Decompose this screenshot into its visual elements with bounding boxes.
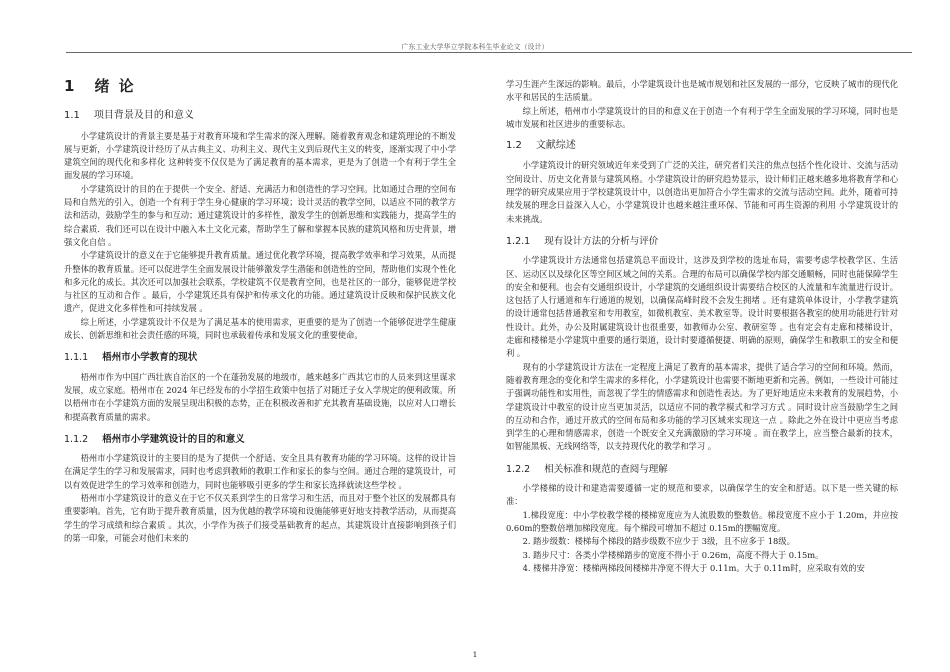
running-header: 广东工业大学华立学院本科生毕业论文（设计） xyxy=(401,43,549,51)
list-item: 3. 踏步尺寸：各类小学楼梯踏步的宽度不得小于 0.26m，高度不得大于 0.15m。 xyxy=(522,549,824,560)
section-heading-1-2 xyxy=(506,139,898,152)
paragraph: 梧州市作为中国广西壮族自治区的一个在蓬勃发展的地级市，越来越多广西其它市的人员来到这里谋求发展，成立家庭。梧州市在 2024 年已经发布的小学招生政策中包括了对随迁子女入学规定的便利政策。所以梧州市在小学建筑方面的发展呈现出积极的态势，正在积极改善和扩充其教育基础设施，以应对人口增长和提高教育质量的需求。 xyxy=(64,371,456,422)
paragraph: 小学建筑设计方法通常包括建筑总平面设计，这涉及到学校的选址布局，需要考虑学校教学区、生活区、运动区以及绿化区等空间区域之间的关系。合理的布局可以确保学校内部交通顺畅，同时也能保障学生的安全和便利。也会有交通组织设计，小学建筑的交通组织设计需要结合校区的人流量和车流量进行设计。这包括了人行通道和车行通道的规划，以确保高峰时段不会发生拥堵 。还有建筑单体设计，小学教学建筑的设计通常包括普通教室和专用教室，如微机教室、美术教室等。设计时要根据各教室的使用功能进行针对性设计。此外，办公及附属建筑设计也很重要，如教师办公室、教研室等 。也有定会有走廊和楼梯设计，走廊和楼梯是小学建筑中重要的通行渠道，设计时要遵循便捷、明确的原则，确保学生和教职工的安全和便利 。 xyxy=(506,255,898,359)
chapter-number: 1 xyxy=(64,77,77,95)
page-number: 1 xyxy=(472,650,478,659)
list-item: 4. 楼梯井净宽：楼梯两梯段间楼梯井净宽不得大于 0.11m。大于 0.11m时，应采取有效的安 xyxy=(522,562,865,573)
paragraph: 小学建筑设计的意义在于它能够提升教育质量。通过优化教学环境，提高教学效率和学习效果，从而提升整体的教育质量。还可以促进学生全面发展设计能够激发学生潜能和创造性的空间，帮助他们实现个性化和多元化的成长。其次还可以加强社会联系，学校建筑不仅是教育空间，也是社区的一部分，能够促进学校与社区的互动和合作 。最后，小学建筑还具有保护和传承文化的功能。通过建筑设计反映和保护民族文化遗产，促进文化多样性和可持续发展 。 xyxy=(64,250,456,314)
chapter-heading xyxy=(64,77,456,95)
paragraph: 学习生涯产生深远的影响。最后，小学建筑设计也是城市规划和社区发展的一部分，它反映了城市的现代化水平和居民的生活质量。 xyxy=(506,79,898,103)
section-heading-1-1-1 xyxy=(64,351,456,364)
section-heading-1-1 xyxy=(64,109,456,122)
section-number: 1.2.1 xyxy=(506,235,531,247)
paragraph: 小学建筑设计的背景主要是基于对教育环境和学生需求的深入理解。随着教育观念和建筑理论的不断发展与更新，小学建筑设计经历了从古典主义、功利主义、现代主义到后现代主义的转变，逐渐实现了中小学建筑空间的现代化和多样化 这种转变不仅仅是为了满足教育的基本需求，更是为了创造一个有利于学生全面发展的学习环境。 xyxy=(64,130,456,181)
paragraph: 梧州市小学建筑设计的意义在于它不仅关系到学生的日常学习和生活，而且对于整个社区的发展都具有重要影响。首先，它有助于提升教育质量，因为优越的教学环境和设施能够更好地支持教学活动，从而提高学生的学习成绩和综合素质 。其次，小学作为孩子们接受基础教育的起点，其建筑设计直接影响到孩子们的第一印象，可能会对他们未来的 xyxy=(64,493,456,543)
section-title: 项目背景及目的和意义 xyxy=(93,110,194,122)
section-title: 梧州市小学教育的现状 xyxy=(102,352,198,364)
section-number: 1.2 xyxy=(506,140,522,152)
right-column xyxy=(506,78,898,575)
left-column xyxy=(64,77,456,545)
section-title: 相关标准和规范的查阅与理解 xyxy=(544,463,668,475)
section-heading-1-2-2 xyxy=(506,463,898,476)
list-item: 2. 踏步级数：楼梯每个梯段的踏步级数不应少于 3级，且不应多于 18级。 xyxy=(522,536,795,547)
section-heading-1-2-1 xyxy=(506,235,898,248)
section-title: 梧州市小学建筑设计的目的和意义 xyxy=(102,433,245,445)
paragraph: 小学楼梯的设计和建造需要遵循一定的规范和要求，以确保学生的安全和舒适。以下是一些关键的标准： xyxy=(506,483,898,507)
paragraph: 综上所述，梧州市小学建筑设计的目的和意义在于创造一个有利于学生全面发展的学习环境，同时也是城市发展和社区进步的重要标志。 xyxy=(506,105,898,129)
paragraph: 小学建筑设计的目的在于提供一个安全、舒适、充满活力和创造性的学习空间。比如通过合理的空间布局和自然光的引入，创造一个有利于学生身心健康的学习环境；设计灵活的教学空间，以适应不同的教学方法和活动，鼓励学生的参与和互动；通过建筑设计的多样性，激发学生的创新思维和实践能力，提高学生的综合素质．我们还可以在设计中融入本土文化元素，帮助学生了解和掌握本民族的建筑风格和历史背景，增强文化自信 。 xyxy=(64,183,456,247)
section-title: 现有设计方法的分析与评价 xyxy=(544,235,659,247)
section-number: 1.1.1 xyxy=(64,352,89,364)
list-item: 1.梯段宽度：中小学校教学楼的楼梯宽度应为人流股数的整数倍。梯段宽度不应小于 1.20m，并应按 0.60m的整数倍增加梯段宽度。每个梯段可增加不超过 0.15m的摆幅宽度。 xyxy=(506,509,898,533)
paragraph: 小学建筑设计的研究领域近年来受到了广泛的关注，研究者们关注的焦点包括个性化设计、交流与活动空间设计、历史文化背景与建筑风格。小学建筑设计的研究趋势显示，设计师们正越来越多地将教育学和心理学的研究成果应用于学校建筑设计中，以创造出更加符合小学生需求的交流与活动空间。此外，随着可持续发展的理念日益深入人心，小学建筑设计也越来越注重环保、节能和可再生资源的利用 小学建筑设计的未来挑战。 xyxy=(506,160,898,224)
section-number: 1.1 xyxy=(64,110,80,122)
paragraph: 综上所述，小学建筑设计不仅是为了满足基本的使用需求，更重要的是为了创造一个能够促进学生健康成长、创新思维和社会责任感的环境，同时也承载着传承和发展文化的重要使命。 xyxy=(64,316,456,341)
section-number: 1.1.2 xyxy=(64,433,89,445)
section-number: 1.2.2 xyxy=(506,463,531,475)
chapter-title: 绪 论 xyxy=(94,77,136,95)
paragraph: 现有的小学建筑设计方法在一定程度上满足了教育的基本需求，提供了适合学习的空间和环境。然而，随着教育理念的变化和学生需求的多样化，小学建筑设计也需要不断地更新和完善。例如，一些设计可能过于强调功能性和实用性，而忽视了学生的情感需求和创造性表达。为了更好地适应未来教育的发展趋势，小学建筑设计中教室的设计应当更加灵活，以适应不同的教学模式和学习方式 。同时设计应当鼓励学生之间的互动和合作，通过开放式的空间布局和多功能的学习区域来实现这一点 。除此之外在设计中更应当考虑到学生的心理和情感需求，创造一个既安全又充满激励的学习环境 。而在教学上，应当整合最新的技术，如智能黑板、无线网络等，以支持现代化的教学和学习 。 xyxy=(506,361,898,452)
paragraph: 梧州市小学建筑设计的主要目的是为了提供一个舒适、安全且具有教育功能的学习环境。这样的设计旨在满足学生的学习和发展需求，同时也考虑到教师的教职工作和家长的参与空间。通过合理的建筑设计，可以有效促进学生的学习效率和创造力，同时也能够吸引更多的学生和家长选择就读这些学校 。 xyxy=(64,453,456,490)
section-heading-1-1-2 xyxy=(64,433,456,446)
section-title: 文献综述 xyxy=(535,140,576,152)
header-rule xyxy=(66,52,912,53)
